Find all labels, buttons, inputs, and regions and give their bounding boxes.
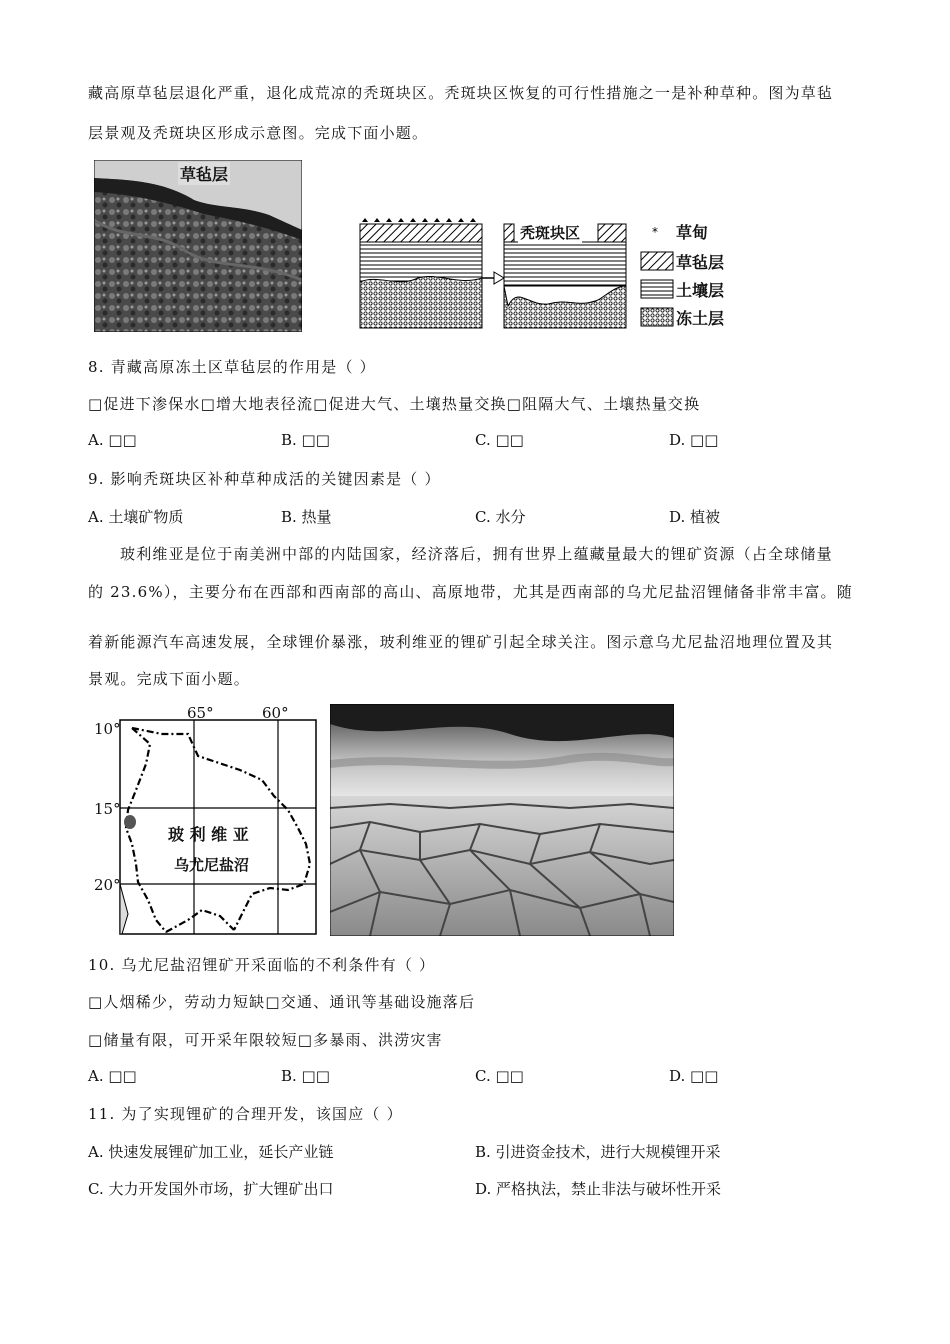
q8-option-a: A. □□ [88, 431, 137, 449]
legend-sod-layer: 草毡层 [676, 253, 725, 272]
intro2-line4: 景观。完成下面小题。 [88, 670, 251, 688]
q10-option-c: C. □□ [475, 1067, 524, 1085]
intro1-line1: 藏高原草毡层退化严重，退化成荒凉的秃斑块区。秃斑块区恢复的可行性措施之一是补种草种。图为草毡 [88, 84, 834, 102]
q10-statement-2: □储量有限，可开采年限较短□多暴雨、洪涝灾害 [88, 1031, 443, 1049]
legend-soil-layer: 土壤层 [676, 281, 725, 300]
photo-label: 草毡层 [178, 162, 230, 185]
legend-meadow: 草甸 [676, 223, 709, 242]
q8-option-d: D. □□ [669, 431, 719, 449]
diagram-legend [640, 218, 750, 330]
intro1-line2: 层景观及秃斑块区形成示意图。完成下面小题。 [88, 124, 429, 142]
country-label: 玻 利 维 亚 [168, 825, 249, 844]
lat-10-label: 10° [94, 720, 121, 738]
bald-patch-diagram [358, 216, 638, 334]
q9-option-d: D. 植被 [669, 508, 721, 526]
salt-flat-label: 乌尤尼盐沼 [174, 856, 250, 874]
q8-option-c: C. □□ [475, 431, 524, 449]
lat-15-label: 15° [94, 800, 121, 818]
q10-option-b: B. □□ [281, 1067, 330, 1085]
bolivia-map [92, 704, 322, 936]
q11-option-c: C. 大力开发国外市场，扩大锂矿出口 [88, 1180, 334, 1198]
q8-option-b: B. □□ [281, 431, 330, 449]
lat-20-label: 20° [94, 876, 121, 894]
sod-layer-photo [94, 160, 302, 332]
intro2-line2: 的 23.6%），主要分布在西部和西南部的高山、高原地带，尤其是西南部的乌尤尼盐沼锂储备非常丰富。随 [88, 583, 853, 601]
q10-statement-1: □人烟稀少，劳动力短缺□交通、通讯等基础设施落后 [88, 993, 476, 1011]
q9-option-b: B. 热量 [281, 508, 332, 526]
q10-option-d: D. □□ [669, 1067, 719, 1085]
lon-65-label: 65° [187, 704, 214, 722]
intro2-line3: 着新能源汽车高速发展，全球锂价暴涨，玻利维亚的锂矿引起全球关注。图示意乌尤尼盐沼地理位置及其 [88, 633, 834, 651]
q11-option-a: A. 快速发展锂矿加工业，延长产业链 [88, 1143, 334, 1161]
q10-stem: 10. 乌尤尼盐沼锂矿开采面临的不利条件有（ ） [88, 956, 436, 974]
q8-stem: 8. 青藏高原冻土区草毡层的作用是（ ） [88, 358, 376, 376]
intro2-line1: 玻利维亚是位于南美洲中部的内陆国家，经济落后，拥有世界上蕴藏量最大的锂矿资源（占全球储量 [120, 545, 833, 563]
q9-option-c: C. 水分 [475, 508, 526, 526]
diagram-label: 秃斑块区 [520, 224, 581, 242]
q11-stem: 11. 为了实现锂矿的合理开发，该国应（ ） [88, 1105, 403, 1123]
svg-text:*: * [652, 225, 658, 239]
q11-option-b: B. 引进资金技术，进行大规模锂开采 [475, 1143, 721, 1161]
q9-stem: 9. 影响秃斑块区补种草种成活的关键因素是（ ） [88, 470, 441, 488]
q9-option-a: A. 土壤矿物质 [88, 508, 184, 526]
q8-statements: □促进下渗保水□增大地表径流□促进大气、土壤热量交换□阻隔大气、土壤热量交换 [88, 395, 701, 413]
lon-60-label: 60° [262, 704, 289, 722]
legend-permafrost-layer: 冻土层 [676, 309, 725, 328]
q11-option-d: D. 严格执法，禁止非法与破坏性开采 [475, 1180, 722, 1198]
q10-option-a: A. □□ [88, 1067, 137, 1085]
salt-flat-photo [330, 704, 674, 936]
